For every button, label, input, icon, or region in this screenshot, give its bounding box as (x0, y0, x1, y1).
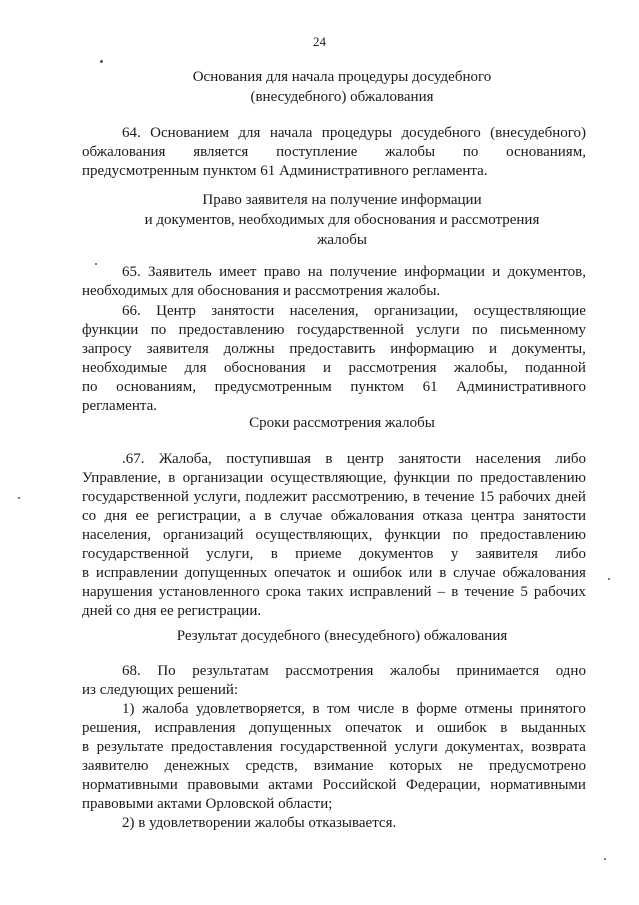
scan-speck (604, 858, 606, 860)
paragraph-line: со дня ее регистрации, а в случае обжалования отказа центра занятости (82, 508, 586, 524)
paragraph-line: 68. По результатам рассмотрения жалобы принимается одно (122, 663, 586, 679)
scan-speck (100, 60, 103, 63)
section-heading-review-deadlines (82, 413, 602, 433)
heading-line: (внесудебного) обжалования (250, 89, 434, 105)
paragraph-line: необходимых для обоснования и рассмотрения жалобы. (82, 283, 441, 299)
paragraph-line: необходимые для обоснования и рассмотрения жалобы, поданной (82, 360, 586, 376)
heading-line: Результат досудебного (внесудебного) обжалования (176, 628, 508, 644)
paragraph-line: дней со дня ее регистрации. (82, 603, 262, 619)
paragraph-66 (82, 302, 586, 416)
paragraph-line: заявителю денежных средств, взимание которых не предусмотрено (82, 758, 586, 774)
paragraph-64 (82, 124, 586, 181)
paragraph-line: из следующих решений: (82, 682, 239, 698)
paragraph-67 (82, 450, 586, 621)
scan-speck (608, 578, 610, 580)
heading-line: Право заявителя на получение информации (202, 192, 482, 208)
scan-speck (95, 263, 97, 265)
paragraph-line: запросу заявителя должны предоставить информацию и документы, (82, 341, 586, 357)
paragraph-line: населения, организаций осуществляющих, функции по предоставлению (82, 527, 586, 543)
paragraph-line: правовыми актами Орловской области; (82, 796, 333, 812)
paragraph-line: в исправлении допущенных опечаток и ошибок или в случае обжалования (82, 565, 586, 581)
paragraph-line: 65. Заявитель имеет право на получение информации и документов, (122, 264, 586, 280)
paragraph-line: по основаниям, предусмотренным пунктом 61 Административного (82, 379, 586, 395)
paragraph-68 (82, 662, 586, 833)
paragraph-line: 66. Центр занятости населения, организации, осуществляющие (122, 303, 586, 319)
heading-line: и документов, необходимых для обоснования и рассмотрения (144, 212, 540, 228)
scan-speck (18, 497, 20, 499)
page-number: 24 (313, 34, 326, 49)
heading-line: жалобы (317, 232, 367, 248)
paragraph-line: нарушения установленного срока таких исправлений – в течение 5 рабочих (82, 584, 586, 600)
paragraph-line: нормативными правовыми актами Российской Федерации, нормативными (82, 777, 586, 793)
list-item-2: 2) в удовлетворении жалобы отказывается. (122, 815, 397, 831)
paragraph-65 (82, 263, 586, 301)
paragraph-line: 64. Основанием для начала процедуры досудебного (внесудебного) (122, 125, 586, 141)
section-heading-appeal-result (82, 626, 602, 646)
heading-line: Сроки рассмотрения жалобы (249, 415, 435, 431)
paragraph-line: функции по предоставлению государственной услуги по письменному (82, 322, 586, 338)
paragraph-line: предусмотренным пунктом 61 Административного регламента. (82, 163, 488, 179)
paragraph-line: обжалования является поступление жалобы по основаниям, (82, 144, 586, 160)
paragraph-line: в результате предоставления государственной услуги документах, возврата (82, 739, 586, 755)
section-heading-appeal-grounds (82, 67, 602, 107)
paragraph-line: государственной услуги, в приеме документов у заявителя либо (82, 546, 586, 562)
heading-line: Основания для начала процедуры досудебного (192, 69, 492, 85)
paragraph-line: решения, исправления допущенных опечаток и ошибок в выданных (82, 720, 586, 736)
paragraph-line: Управление, в организации осуществляющие, функции по предоставлению (82, 470, 586, 486)
list-item-1: 1) жалоба удовлетворяется, в том числе в форме отмены принятого (122, 701, 586, 717)
paragraph-line: регламента. (82, 398, 158, 414)
paragraph-line: .67. Жалоба, поступившая в центр занятости населения либо (122, 451, 586, 467)
section-heading-right-to-information (82, 190, 602, 250)
paragraph-line: государственной услуги, подлежит рассмотрению, в течение 15 рабочих дней (82, 489, 586, 505)
